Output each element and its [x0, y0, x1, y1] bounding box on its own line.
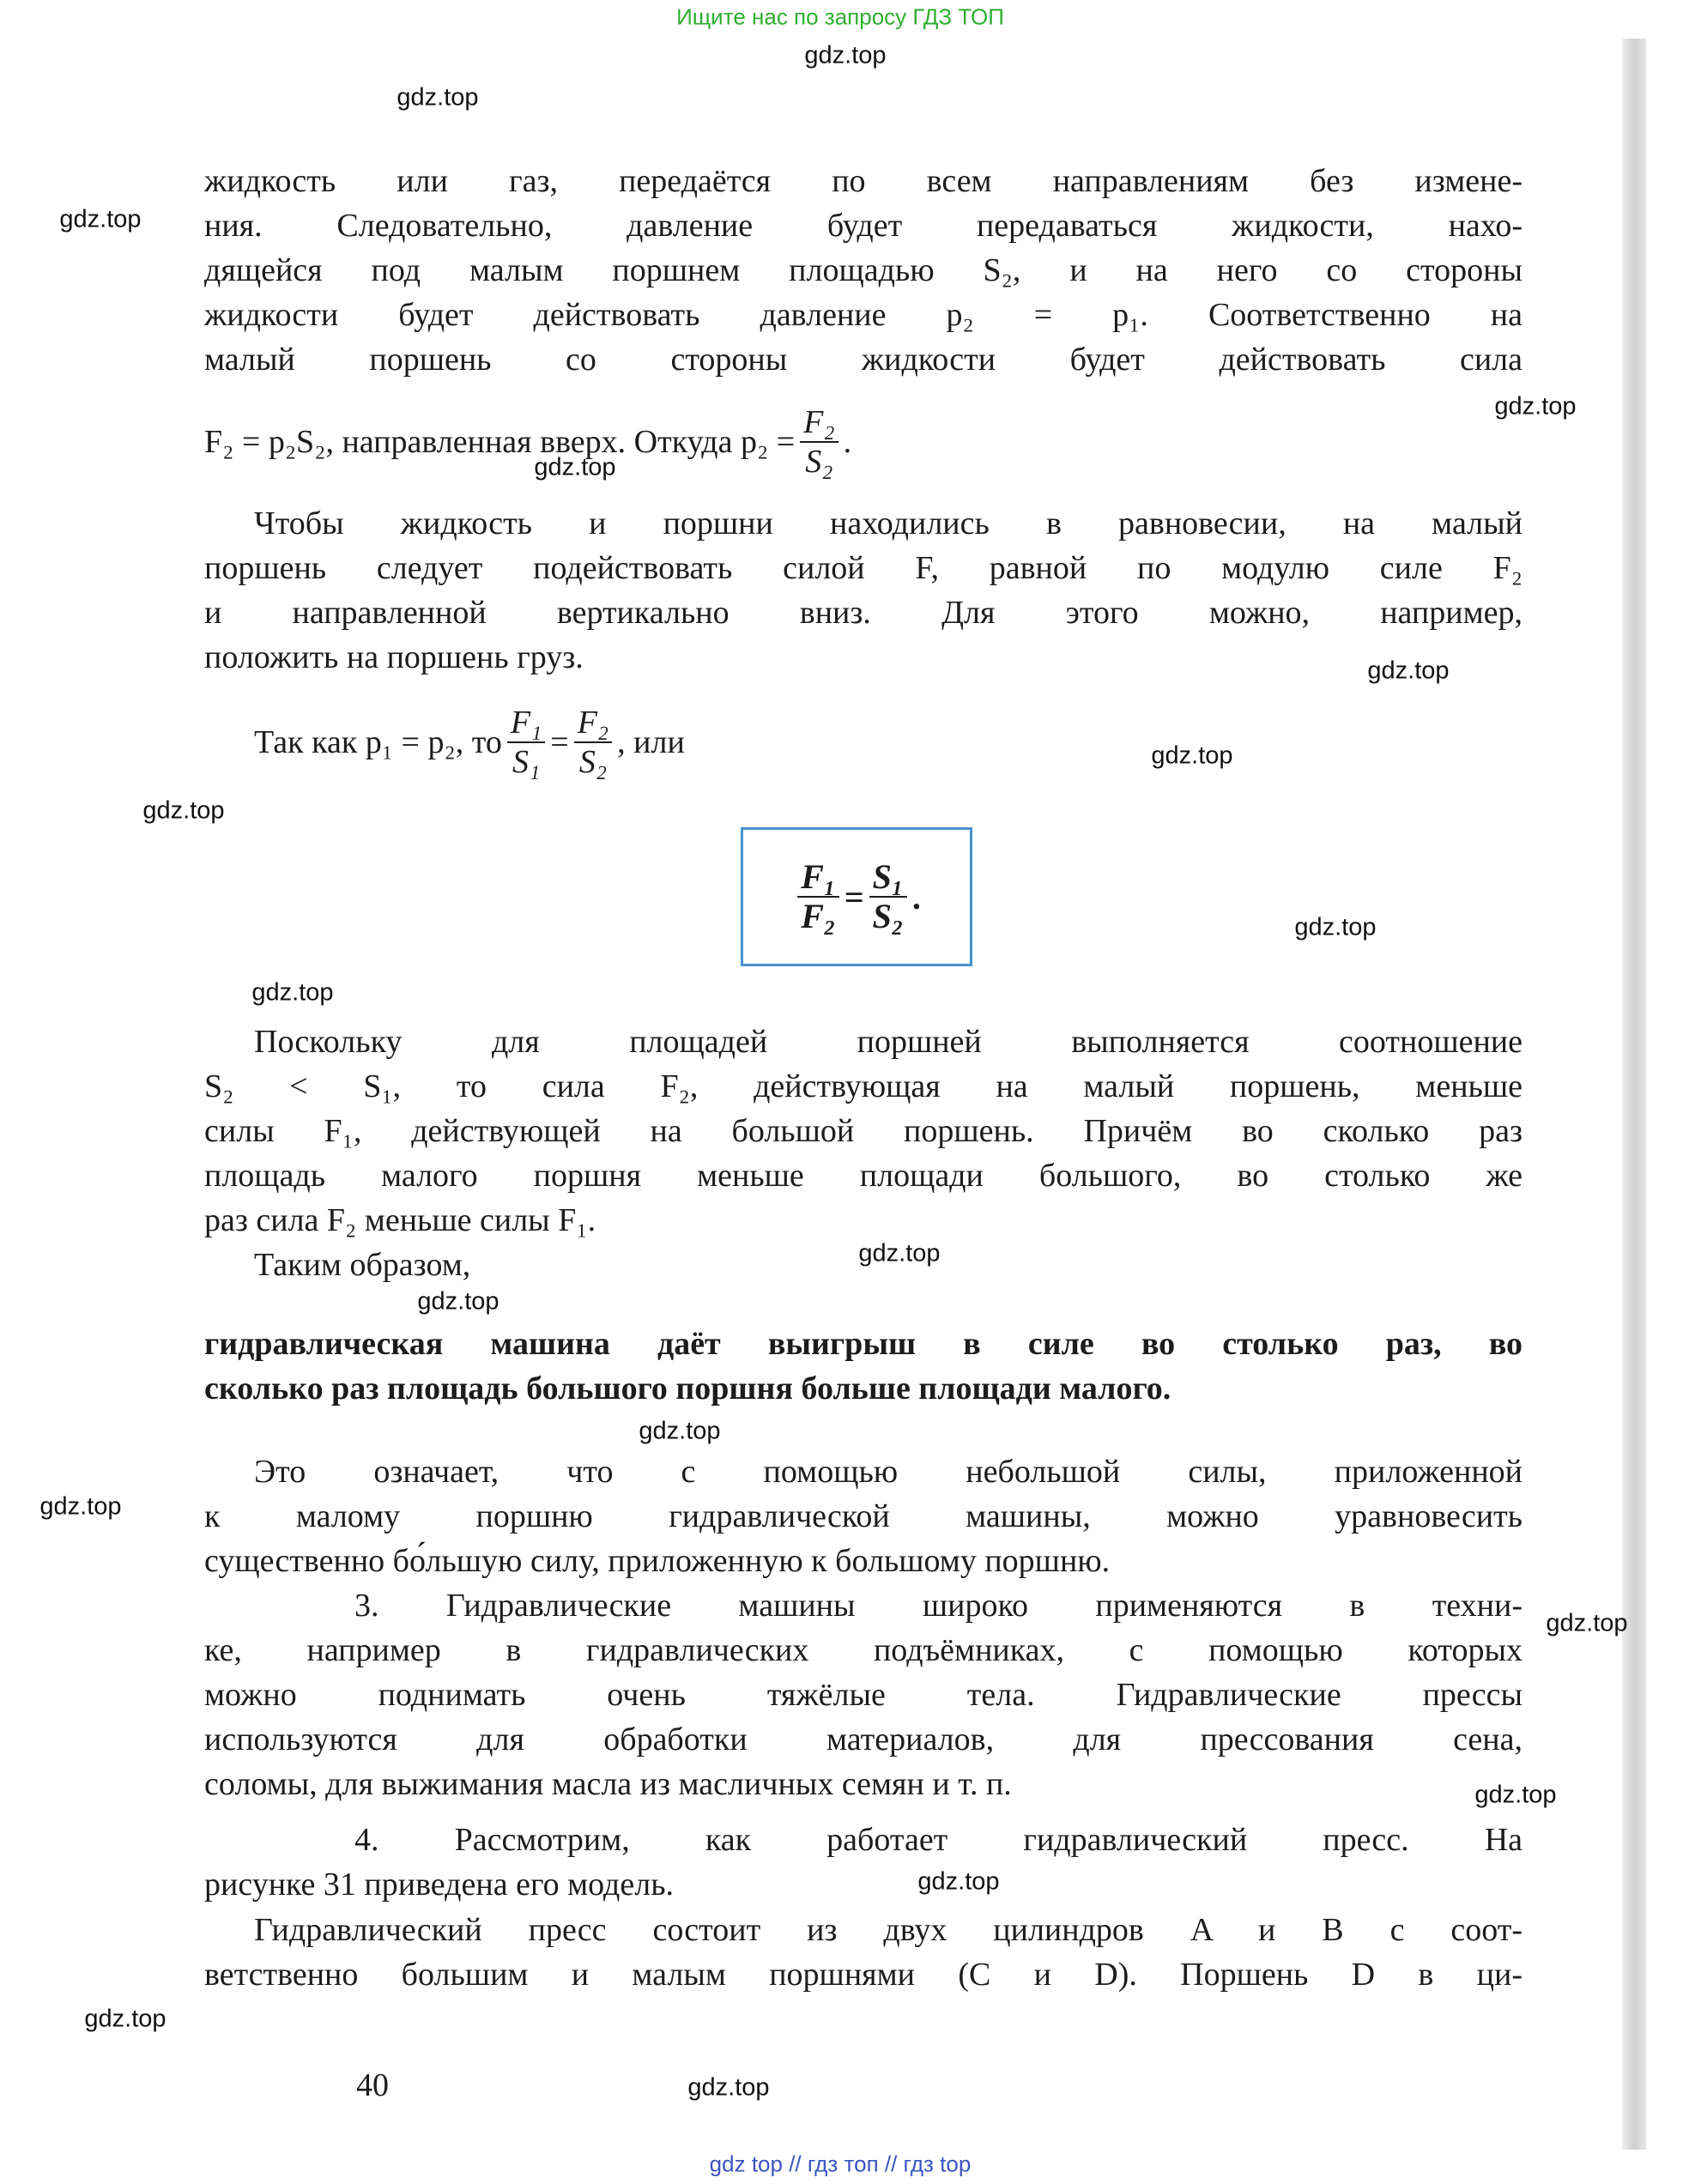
- watermark: gdz.top: [1546, 1609, 1628, 1637]
- watermark: gdz.top: [251, 978, 334, 1007]
- formula-text: F₂ = p₂S₂, направленная вверх. Откуда p₂ =: [204, 424, 796, 460]
- text-line: жидкость или газ, передаётся по всем направлениям без измене-: [204, 163, 1523, 199]
- watermark: gdz.top: [142, 796, 225, 825]
- text-line: используются для обработки материалов, для прессования сена,: [204, 1721, 1523, 1757]
- formula-end: .: [843, 424, 852, 460]
- text-line: гидравлическая машина даёт выигрыш в силе во столько раз, во: [204, 1326, 1523, 1362]
- text-line: площадь малого поршня меньше площади большого, во столько же: [204, 1158, 1523, 1194]
- denominator: S₂: [578, 744, 608, 780]
- text-line: Поскольку для площадей поршней выполняется соотношение: [254, 1024, 1523, 1060]
- text-line: ния. Следовательно, давление будет передаваться жидкости, нахо-: [204, 208, 1523, 244]
- watermark: gdz.top: [1151, 741, 1233, 770]
- formula-text: Так как p₁ = p₂, то: [254, 724, 502, 760]
- watermark: gdz.top: [417, 1287, 499, 1316]
- watermark: gdz.top: [59, 205, 142, 233]
- bottom-banner[interactable]: gdz top // гдз топ // гдз top: [709, 2151, 972, 2177]
- fraction: [574, 704, 612, 781]
- text-line: к малому поршню гидравлической машины, можно уравновесить: [204, 1498, 1523, 1534]
- watermark: gdz.top: [1494, 392, 1577, 420]
- numerator: F₁: [797, 858, 839, 898]
- watermark: gdz.top: [804, 41, 887, 70]
- page-number: 40: [356, 2067, 389, 2103]
- fraction: [869, 858, 907, 935]
- text-line: малый поршень со стороны жидкости будет действовать сила: [204, 342, 1523, 378]
- text-line: 4. Рассмотрим, как работает гидравлический пресс. На: [354, 1822, 1523, 1858]
- text-line: сколько раз площадь большого поршня больше площади малого.: [204, 1370, 1171, 1407]
- text-line: Таким образом,: [254, 1247, 471, 1283]
- watermark: gdz.top: [917, 1867, 1000, 1896]
- text-line: 3. Гидравлические машины широко применяются в техни-: [354, 1588, 1523, 1624]
- denominator: S₂: [872, 897, 904, 935]
- paragraph-1: [204, 159, 1523, 382]
- text-line: S₂ < S₁, то сила F₂, действующая на малый поршень, меньше: [204, 1068, 1523, 1104]
- denominator: S₂: [805, 444, 833, 480]
- text-line: дящейся под малым поршнем площадью S₂, и на него со стороны: [204, 252, 1523, 288]
- watermark: gdz.top: [1367, 656, 1450, 685]
- watermark: gdz.top: [1474, 1781, 1557, 1809]
- paragraph-2: [204, 501, 1523, 680]
- text-line: Это означает, что с помощью небольшой силы, приложенной: [254, 1454, 1523, 1490]
- text-line: можно поднимать очень тяжёлые тела. Гидравлические прессы: [204, 1677, 1523, 1713]
- top-banner[interactable]: Ищите нас по запросу ГДЗ ТОП: [676, 3, 1004, 30]
- fraction: [800, 403, 838, 481]
- text-line: ветственно большим и малым поршнями (C и D). Поршень D в ци-: [204, 1957, 1523, 1993]
- watermark: gdz.top: [639, 1417, 721, 1445]
- numerator: F₁: [507, 704, 545, 743]
- paragraph-8: [204, 1908, 1523, 1997]
- fraction: [507, 704, 545, 781]
- watermark: gdz.top: [1294, 913, 1377, 941]
- formula-p2: [204, 403, 851, 481]
- watermark: gdz.top: [397, 83, 479, 112]
- text-line: поршень следует подействовать силой F, равной по модулю силе F₂: [204, 550, 1523, 586]
- numerator: F₂: [800, 403, 838, 443]
- fraction: [797, 858, 839, 935]
- text-line: Гидравлический пресс состоит из двух цилиндров A и B с соот-: [254, 1912, 1523, 1948]
- text-line: положить на поршень груз.: [204, 639, 584, 675]
- watermark: gdz.top: [687, 2073, 770, 2102]
- paragraph-5: [204, 1449, 1523, 1583]
- text-line: соломы, для выжимания масла из масличных семян и т. п.: [204, 1766, 1012, 1802]
- text-line: рисунке 31 приведена его модель.: [204, 1866, 675, 1903]
- paragraph-6: [204, 1583, 1523, 1806]
- rule-statement: [204, 1322, 1523, 1411]
- watermark: gdz.top: [858, 1239, 941, 1267]
- equals-sign: =: [550, 724, 569, 760]
- formula-ratio: [254, 704, 685, 781]
- watermark: gdz.top: [84, 2005, 166, 2033]
- equals-sign: =: [844, 877, 864, 917]
- text-line: силы F₁, действующей на большой поршень. Причём во сколько раз: [204, 1113, 1523, 1149]
- formula-end: .: [911, 877, 921, 917]
- paragraph-7: [204, 1818, 1523, 1907]
- formula-end: , или: [617, 724, 685, 760]
- text-line: Чтобы жидкость и поршни находились в равновесии, на малый: [254, 505, 1523, 541]
- watermark: gdz.top: [39, 1492, 122, 1521]
- denominator: F₂: [801, 897, 836, 935]
- text-line: раз сила F₂ меньше силы F₁.: [204, 1202, 596, 1238]
- text-line: существенно бо́льшую силу, приложенную к большому поршню.: [204, 1543, 1111, 1579]
- boxed-formula: [741, 827, 972, 966]
- numerator: F₂: [574, 704, 612, 743]
- watermark: gdz.top: [534, 453, 616, 481]
- page-edge: [1622, 39, 1646, 2150]
- numerator: S₁: [869, 858, 907, 898]
- text-line: ке, например в гидравлических подъёмниках, с помощью которых: [204, 1632, 1523, 1668]
- text-line: и направленной вертикально вниз. Для этого можно, например,: [204, 595, 1523, 631]
- text-line: жидкости будет действовать давление p₂ = p₁. Соответственно на: [204, 297, 1523, 333]
- denominator: S₁: [512, 744, 541, 780]
